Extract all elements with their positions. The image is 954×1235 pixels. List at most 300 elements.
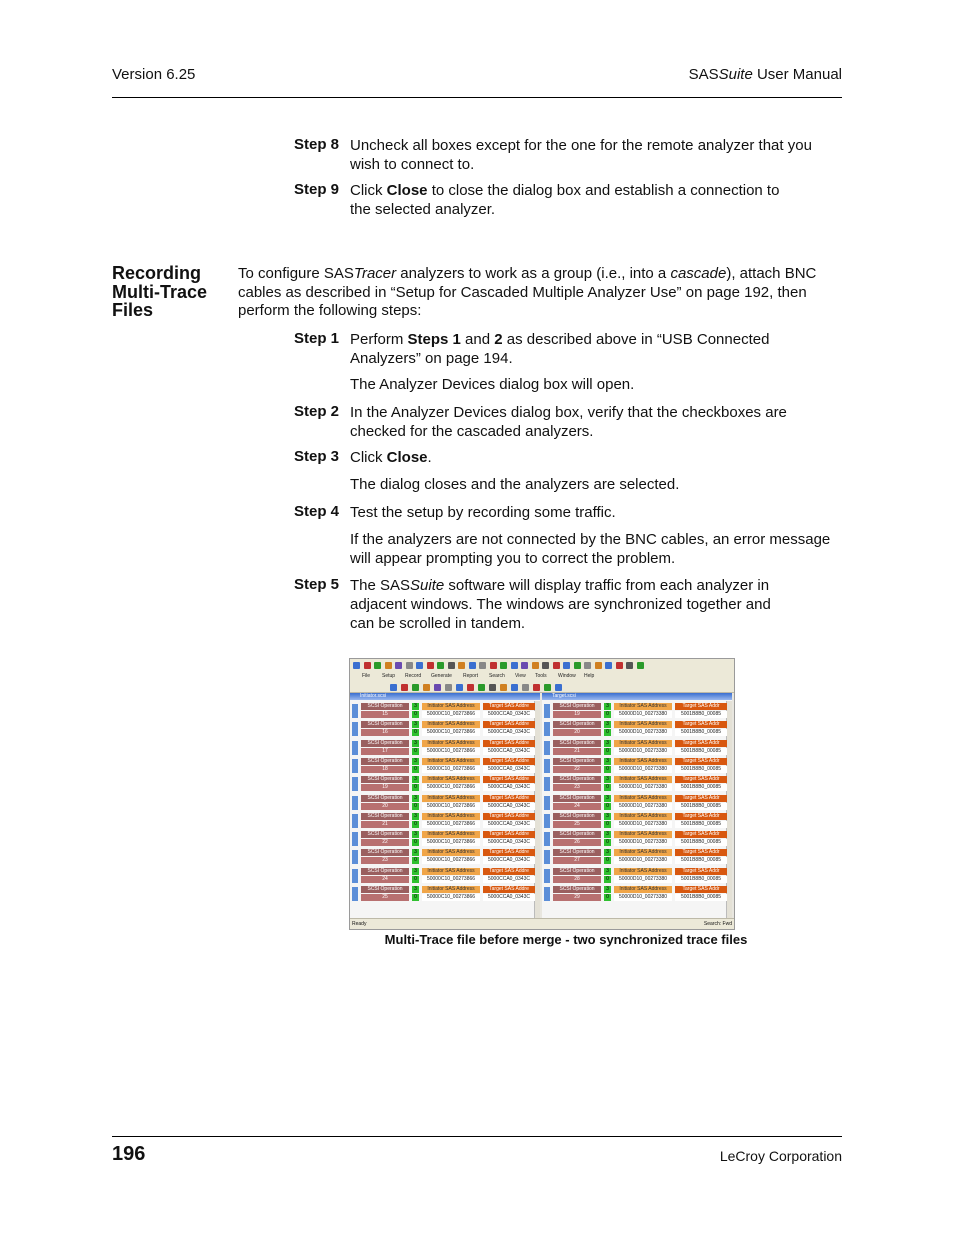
- menu-item[interactable]: Tools: [535, 673, 547, 679]
- toolbar-button-icon[interactable]: [522, 684, 529, 691]
- toolbar-button-icon[interactable]: [395, 662, 402, 669]
- step-3-label: Step 3: [294, 448, 340, 465]
- scsi-operation-cell: SCSI Operation: [361, 703, 409, 710]
- scsi-operation-cell: SCSI Operation: [553, 813, 601, 820]
- packet-cell: [544, 869, 550, 883]
- initiator-sas-address-label: Initiator SAS Address: [422, 831, 480, 838]
- target-sas-address-value: 5000CCA0_0343C: [483, 839, 535, 846]
- initiator-sas-address-label: Initiator SAS Address: [614, 868, 672, 875]
- trace-row[interactable]: [352, 795, 538, 812]
- step-1-text: Perform Steps 1 and 2 as described above in “USB Connected Analyzers” on page 194.: [350, 331, 770, 367]
- toolbar-button-icon[interactable]: [445, 684, 452, 691]
- scsi-operation-number: 19: [361, 784, 409, 791]
- scsi-operation-number: 21: [553, 748, 601, 755]
- target-sas-address-label: Target SAS Addre: [483, 703, 535, 710]
- target-sas-address-value: 5001B8B0_00085: [675, 711, 727, 718]
- target-sas-address-value: 5001B8B0_00085: [675, 766, 727, 773]
- toolbar-button-icon[interactable]: [423, 684, 430, 691]
- step-5-label: Step 5: [294, 576, 340, 593]
- packet-cell: [544, 777, 550, 791]
- status-cell: 3: [604, 813, 611, 820]
- packet-cell: [544, 741, 550, 755]
- initiator-sas-address-value: 50000D10_00273380: [614, 839, 672, 846]
- initiator-sas-address-value: 50000D10_00273380: [614, 748, 672, 755]
- target-sas-address-value: 5001B8B0_00085: [675, 729, 727, 736]
- toolbar-button-icon[interactable]: [458, 662, 465, 669]
- scsi-operation-number: 29: [553, 894, 601, 901]
- scsi-operation-cell: SCSI Operation: [361, 813, 409, 820]
- initiator-sas-address-value: 50000C10_00273866: [422, 729, 480, 736]
- target-sas-address-label: Target SAS Addre: [483, 776, 535, 783]
- target-sas-address-value: 5000CCA0_0343C: [483, 857, 535, 864]
- status-cell: 3: [604, 831, 611, 838]
- initiator-sas-address-label: Initiator SAS Address: [614, 886, 672, 893]
- status-cell: 0: [604, 894, 611, 901]
- target-sas-address-label: Target SAS Addr: [675, 795, 727, 802]
- target-sas-address-value: 5001B8B0_00085: [675, 784, 727, 791]
- scsi-operation-cell: SCSI Operation: [361, 886, 409, 893]
- step-3-text: Click Close.: [350, 449, 432, 466]
- scsi-operation-number: 25: [553, 821, 601, 828]
- status-cell: 3: [412, 849, 419, 856]
- target-sas-address-label: Target SAS Addr: [675, 703, 727, 710]
- scsi-operation-number: 23: [553, 784, 601, 791]
- target-sas-address-label: Target SAS Addre: [483, 721, 535, 728]
- initiator-sas-address-label: Initiator SAS Address: [614, 831, 672, 838]
- target-sas-address-value: 5000CCA0_0343C: [483, 711, 535, 718]
- trace-row[interactable]: [544, 758, 730, 775]
- toolbar-button-icon[interactable]: [456, 684, 463, 691]
- target-sas-address-label: Target SAS Addre: [483, 849, 535, 856]
- status-left: Ready: [352, 921, 367, 927]
- toolbar-button-icon[interactable]: [511, 684, 518, 691]
- toolbar-button-icon[interactable]: [467, 684, 474, 691]
- packet-cell: [544, 832, 550, 846]
- scsi-operation-cell: SCSI Operation: [361, 831, 409, 838]
- target-sas-address-value: 5000CCA0_0343C: [483, 729, 535, 736]
- target-sas-address-label: Target SAS Addre: [483, 831, 535, 838]
- step-5-text: The SASSuite software will display traffic from each analyzer in adjacent windows. The windows are synchronized together and can be scrolled in tandem.: [350, 577, 771, 632]
- status-cell: 3: [604, 868, 611, 875]
- scsi-operation-cell: SCSI Operation: [553, 886, 601, 893]
- toolbar-button-icon[interactable]: [385, 662, 392, 669]
- scsi-operation-number: 28: [553, 876, 601, 883]
- status-cell: 0: [604, 839, 611, 846]
- menu-item[interactable]: Search: [489, 673, 505, 679]
- target-sas-address-label: Target SAS Addr: [675, 776, 727, 783]
- scsi-operation-number: 24: [361, 876, 409, 883]
- toolbar-button-icon[interactable]: [500, 662, 507, 669]
- scsi-operation-number: 18: [361, 766, 409, 773]
- toolbar-button-icon[interactable]: [412, 684, 419, 691]
- menu-item[interactable]: Window: [558, 673, 576, 679]
- status-cell: 3: [412, 758, 419, 765]
- target-sas-address-label: Target SAS Addr: [675, 849, 727, 856]
- trace-row[interactable]: [544, 849, 730, 866]
- status-cell: 0: [604, 857, 611, 864]
- menu-item[interactable]: View: [515, 673, 526, 679]
- target-sas-address-value: 5000CCA0_0343C: [483, 821, 535, 828]
- header-manual-title: SASSuite User Manual: [688, 66, 842, 83]
- initiator-sas-address-value: 50000D10_00273380: [614, 766, 672, 773]
- status-cell: 0: [412, 803, 419, 810]
- scsi-operation-cell: SCSI Operation: [553, 703, 601, 710]
- status-cell: 3: [412, 868, 419, 875]
- target-sas-address-value: 5001B8B0_00085: [675, 839, 727, 846]
- step-9-text: Click Close to close the dialog box and establish a connection to the selected analyzer.: [350, 182, 780, 218]
- toolbar-button-icon[interactable]: [437, 662, 444, 669]
- trace-row[interactable]: [544, 813, 730, 830]
- status-cell: 3: [412, 776, 419, 783]
- initiator-sas-address-label: Initiator SAS Address: [422, 703, 480, 710]
- trace-row[interactable]: [352, 758, 538, 775]
- trace-row[interactable]: [544, 740, 730, 757]
- toolbar-top: [350, 659, 734, 673]
- initiator-sas-address-label: Initiator SAS Address: [614, 795, 672, 802]
- step-4-label: Step 4: [294, 503, 340, 520]
- scsi-operation-cell: SCSI Operation: [361, 776, 409, 783]
- trace-row[interactable]: [352, 868, 538, 885]
- status-cell: 3: [412, 740, 419, 747]
- toolbar-button-icon[interactable]: [584, 662, 591, 669]
- toolbar-button-icon[interactable]: [489, 684, 496, 691]
- scsi-operation-cell: SCSI Operation: [361, 849, 409, 856]
- target-sas-address-label: Target SAS Addr: [675, 831, 727, 838]
- toolbar-button-icon[interactable]: [555, 684, 562, 691]
- scsi-operation-cell: SCSI Operation: [553, 795, 601, 802]
- status-cell: 0: [412, 894, 419, 901]
- initiator-sas-address-value: 50000C10_00273866: [422, 766, 480, 773]
- initiator-sas-address-label: Initiator SAS Address: [614, 776, 672, 783]
- target-sas-address-label: Target SAS Addre: [483, 740, 535, 747]
- scsi-operation-cell: SCSI Operation: [553, 776, 601, 783]
- target-sas-address-value: 5000CCA0_0343C: [483, 876, 535, 883]
- trace-row[interactable]: [352, 886, 538, 903]
- trace-row[interactable]: [352, 776, 538, 793]
- status-cell: 0: [412, 766, 419, 773]
- target-sas-address-label: Target SAS Addre: [483, 813, 535, 820]
- toolbar-button-icon[interactable]: [616, 662, 623, 669]
- step-8-text: Uncheck all boxes except for the one for the remote analyzer that you wish to connect to.: [350, 137, 812, 173]
- toolbar-button-icon[interactable]: [500, 684, 507, 691]
- trace-row[interactable]: [352, 703, 538, 720]
- scsi-operation-cell: SCSI Operation: [361, 758, 409, 765]
- target-sas-address-value: 5001B8B0_00085: [675, 894, 727, 901]
- scsi-operation-number: 27: [553, 857, 601, 864]
- scsi-operation-cell: SCSI Operation: [553, 740, 601, 747]
- initiator-sas-address-value: 50000C10_00273866: [422, 857, 480, 864]
- menu-item[interactable]: Help: [584, 673, 595, 679]
- initiator-sas-address-label: Initiator SAS Address: [614, 721, 672, 728]
- toolbar-button-icon[interactable]: [416, 662, 423, 669]
- initiator-sas-address-value: 50000C10_00273866: [422, 821, 480, 828]
- toolbar-button-icon[interactable]: [605, 662, 612, 669]
- packet-cell: [352, 850, 358, 864]
- toolbar-button-icon[interactable]: [637, 662, 644, 669]
- page-number: 196: [112, 1143, 146, 1165]
- target-sas-address-value: 5001B8B0_00085: [675, 857, 727, 864]
- target-sas-address-value: 5000CCA0_0343C: [483, 803, 535, 810]
- initiator-sas-address-label: Initiator SAS Address: [614, 703, 672, 710]
- scsi-operation-number: 19: [553, 711, 601, 718]
- section-title: Recording Multi-Trace Files: [112, 263, 208, 320]
- status-cell: 3: [412, 831, 419, 838]
- toolbar-button-icon[interactable]: [574, 662, 581, 669]
- target-sas-address-label: Target SAS Addre: [483, 758, 535, 765]
- packet-cell: [352, 814, 358, 828]
- scsi-operation-cell: SCSI Operation: [553, 849, 601, 856]
- status-cell: 0: [604, 803, 611, 810]
- scsi-operation-cell: SCSI Operation: [361, 868, 409, 875]
- trace-pane-right[interactable]: [542, 693, 732, 918]
- packet-cell: [544, 704, 550, 718]
- toolbar-record: [350, 681, 734, 693]
- initiator-sas-address-value: 50000C10_00273866: [422, 803, 480, 810]
- status-cell: 3: [412, 795, 419, 802]
- toolbar-button-icon[interactable]: [544, 684, 551, 691]
- status-cell: 3: [412, 703, 419, 710]
- toolbar-button-icon[interactable]: [374, 662, 381, 669]
- status-cell: 3: [604, 795, 611, 802]
- toolbar-button-icon[interactable]: [563, 662, 570, 669]
- packet-cell: [544, 814, 550, 828]
- target-sas-address-value: 5001B8B0_00085: [675, 803, 727, 810]
- trace-row[interactable]: [544, 795, 730, 812]
- initiator-sas-address-value: 50000C10_00273866: [422, 784, 480, 791]
- trace-row[interactable]: [544, 776, 730, 793]
- step-8-label: Step 8: [294, 136, 340, 153]
- trace-pane-right-title: Target.scsi: [542, 693, 732, 700]
- trace-pane-left[interactable]: [350, 693, 540, 918]
- packet-cell: [352, 796, 358, 810]
- trace-row[interactable]: [352, 831, 538, 848]
- status-cell: 0: [604, 766, 611, 773]
- scsi-operation-number: 20: [361, 803, 409, 810]
- packet-cell: [352, 741, 358, 755]
- footer-rule: [112, 1136, 842, 1137]
- initiator-sas-address-value: 50000C10_00273866: [422, 894, 480, 901]
- toolbar-button-icon[interactable]: [542, 662, 549, 669]
- initiator-sas-address-label: Initiator SAS Address: [422, 813, 480, 820]
- target-sas-address-label: Target SAS Addr: [675, 758, 727, 765]
- status-cell: 0: [604, 876, 611, 883]
- toolbar-button-icon[interactable]: [478, 684, 485, 691]
- status-cell: 3: [604, 740, 611, 747]
- target-sas-address-value: 5000CCA0_0343C: [483, 894, 535, 901]
- status-cell: 0: [412, 711, 419, 718]
- target-sas-address-label: Target SAS Addre: [483, 795, 535, 802]
- trace-row[interactable]: [352, 740, 538, 757]
- trace-pane-left-title: Initiator.scsi: [350, 693, 540, 700]
- target-sas-address-value: 5001B8B0_00085: [675, 748, 727, 755]
- scsi-operation-cell: SCSI Operation: [553, 758, 601, 765]
- scsi-operation-number: 15: [361, 711, 409, 718]
- status-cell: 0: [604, 748, 611, 755]
- status-cell: 0: [412, 784, 419, 791]
- scsi-operation-number: 16: [361, 729, 409, 736]
- target-sas-address-label: Target SAS Addr: [675, 813, 727, 820]
- scsi-operation-number: 21: [361, 821, 409, 828]
- toolbar-button-icon[interactable]: [364, 662, 371, 669]
- step-4-text: Test the setup by recording some traffic.: [350, 504, 616, 521]
- initiator-sas-address-label: Initiator SAS Address: [614, 740, 672, 747]
- menu-item[interactable]: Record: [405, 673, 422, 679]
- initiator-sas-address-value: 50000D10_00273380: [614, 876, 672, 883]
- step-1-label: Step 1: [294, 330, 340, 347]
- status-cell: 0: [604, 711, 611, 718]
- scsi-operation-cell: SCSI Operation: [553, 831, 601, 838]
- toolbar-button-icon[interactable]: [479, 662, 486, 669]
- initiator-sas-address-value: 50000D10_00273380: [614, 711, 672, 718]
- initiator-sas-address-label: Initiator SAS Address: [422, 868, 480, 875]
- scsi-operation-number: 23: [361, 857, 409, 864]
- initiator-sas-address-value: 50000C10_00273866: [422, 876, 480, 883]
- step-2-label: Step 2: [294, 403, 340, 420]
- initiator-sas-address-value: 50000D10_00273380: [614, 803, 672, 810]
- toolbar-button-icon[interactable]: [553, 662, 560, 669]
- packet-cell: [352, 869, 358, 883]
- toolbar-button-icon[interactable]: [532, 662, 539, 669]
- initiator-sas-address-label: Initiator SAS Address: [614, 758, 672, 765]
- step-9-label: Step 9: [294, 181, 340, 198]
- trace-row[interactable]: [544, 831, 730, 848]
- initiator-sas-address-value: 50000C10_00273866: [422, 748, 480, 755]
- toolbar-button-icon[interactable]: [448, 662, 455, 669]
- toolbar-button-icon[interactable]: [353, 662, 360, 669]
- trace-row[interactable]: [544, 886, 730, 903]
- packet-cell: [352, 832, 358, 846]
- target-sas-address-label: Target SAS Addr: [675, 868, 727, 875]
- status-cell: 3: [412, 721, 419, 728]
- scsi-operation-number: 17: [361, 748, 409, 755]
- status-cell: 3: [604, 721, 611, 728]
- packet-cell: [352, 759, 358, 773]
- toolbar-button-icon[interactable]: [427, 662, 434, 669]
- trace-row[interactable]: [544, 721, 730, 738]
- menu-bar: [350, 672, 734, 681]
- initiator-sas-address-value: 50000D10_00273380: [614, 857, 672, 864]
- packet-cell: [352, 887, 358, 901]
- header-version: Version 6.25: [112, 66, 196, 83]
- initiator-sas-address-label: Initiator SAS Address: [422, 740, 480, 747]
- toolbar-button-icon[interactable]: [521, 662, 528, 669]
- toolbar-button-icon[interactable]: [490, 662, 497, 669]
- step-3-note: The dialog closes and the analyzers are selected.: [350, 476, 680, 493]
- multi-trace-screenshot: [349, 658, 735, 930]
- status-cell: 0: [412, 821, 419, 828]
- toolbar-button-icon[interactable]: [469, 662, 476, 669]
- scsi-operation-number: 20: [553, 729, 601, 736]
- target-sas-address-value: 5001B8B0_00085: [675, 876, 727, 883]
- toolbar-button-icon[interactable]: [401, 684, 408, 691]
- footer-company: LeCroy Corporation: [719, 1148, 842, 1164]
- status-right: Search: Fwd: [703, 921, 732, 927]
- toolbar-button-icon[interactable]: [406, 662, 413, 669]
- packet-cell: [544, 796, 550, 810]
- menu-item[interactable]: Generate: [431, 673, 452, 679]
- initiator-sas-address-label: Initiator SAS Address: [422, 795, 480, 802]
- target-sas-address-label: Target SAS Addre: [483, 868, 535, 875]
- target-sas-address-label: Target SAS Addr: [675, 886, 727, 893]
- target-sas-address-value: 5001B8B0_00085: [675, 821, 727, 828]
- packet-cell: [544, 850, 550, 864]
- toolbar-button-icon[interactable]: [595, 662, 602, 669]
- target-sas-address-value: 5000CCA0_0343C: [483, 766, 535, 773]
- packet-cell: [544, 759, 550, 773]
- trace-row[interactable]: [352, 721, 538, 738]
- toolbar-button-icon[interactable]: [511, 662, 518, 669]
- menu-item[interactable]: Setup: [382, 673, 396, 679]
- status-cell: 0: [412, 857, 419, 864]
- scsi-operation-cell: SCSI Operation: [361, 795, 409, 802]
- trace-row[interactable]: [352, 849, 538, 866]
- initiator-sas-address-label: Initiator SAS Address: [422, 886, 480, 893]
- packet-cell: [352, 704, 358, 718]
- toolbar-button-icon[interactable]: [533, 684, 540, 691]
- initiator-sas-address-value: 50000D10_00273380: [614, 894, 672, 901]
- scsi-operation-number: 22: [553, 766, 601, 773]
- status-cell: 0: [412, 729, 419, 736]
- initiator-sas-address-value: 50000C10_00273866: [422, 839, 480, 846]
- status-cell: 0: [412, 876, 419, 883]
- status-cell: 3: [412, 886, 419, 893]
- status-bar: [350, 918, 734, 930]
- scsi-operation-cell: SCSI Operation: [553, 868, 601, 875]
- status-cell: 3: [604, 776, 611, 783]
- initiator-sas-address-label: Initiator SAS Address: [614, 813, 672, 820]
- status-cell: 0: [604, 784, 611, 791]
- figure-caption: Multi-Trace file before merge - two synchronized trace files: [384, 932, 748, 947]
- menu-item[interactable]: Report: [463, 673, 479, 679]
- menu-item[interactable]: File: [362, 673, 371, 679]
- target-sas-address-label: Target SAS Addre: [483, 886, 535, 893]
- initiator-sas-address-label: Initiator SAS Address: [422, 721, 480, 728]
- initiator-sas-address-value: 50000D10_00273380: [614, 729, 672, 736]
- scsi-operation-cell: SCSI Operation: [361, 740, 409, 747]
- target-sas-address-label: Target SAS Addr: [675, 740, 727, 747]
- packet-cell: [544, 722, 550, 736]
- packet-cell: [544, 887, 550, 901]
- packet-cell: [352, 722, 358, 736]
- trace-row[interactable]: [544, 868, 730, 885]
- initiator-sas-address-label: Initiator SAS Address: [422, 849, 480, 856]
- initiator-sas-address-label: Initiator SAS Address: [422, 758, 480, 765]
- scsi-operation-number: 26: [553, 839, 601, 846]
- status-cell: 3: [604, 703, 611, 710]
- toolbar-button-icon[interactable]: [390, 684, 397, 691]
- initiator-sas-address-value: 50000C10_00273866: [422, 711, 480, 718]
- status-cell: 3: [604, 886, 611, 893]
- status-cell: 3: [412, 813, 419, 820]
- trace-row[interactable]: [352, 813, 538, 830]
- step-2-text: In the Analyzer Devices dialog box, verify that the checkboxes are checked for the cascaded analyzers.: [350, 404, 787, 440]
- status-cell: 3: [604, 849, 611, 856]
- step-1-note: The Analyzer Devices dialog box will open.: [350, 376, 635, 393]
- toolbar-button-icon[interactable]: [626, 662, 633, 669]
- trace-row[interactable]: [544, 703, 730, 720]
- initiator-sas-address-value: 50000D10_00273380: [614, 784, 672, 791]
- scsi-operation-number: 24: [553, 803, 601, 810]
- initiator-sas-address-label: Initiator SAS Address: [614, 849, 672, 856]
- scsi-operation-number: 22: [361, 839, 409, 846]
- status-cell: 0: [412, 748, 419, 755]
- initiator-sas-address-value: 50000D10_00273380: [614, 821, 672, 828]
- scsi-operation-cell: SCSI Operation: [553, 721, 601, 728]
- target-sas-address-value: 5000CCA0_0343C: [483, 748, 535, 755]
- toolbar-button-icon[interactable]: [434, 684, 441, 691]
- scsi-operation-number: 25: [361, 894, 409, 901]
- target-sas-address-label: Target SAS Addr: [675, 721, 727, 728]
